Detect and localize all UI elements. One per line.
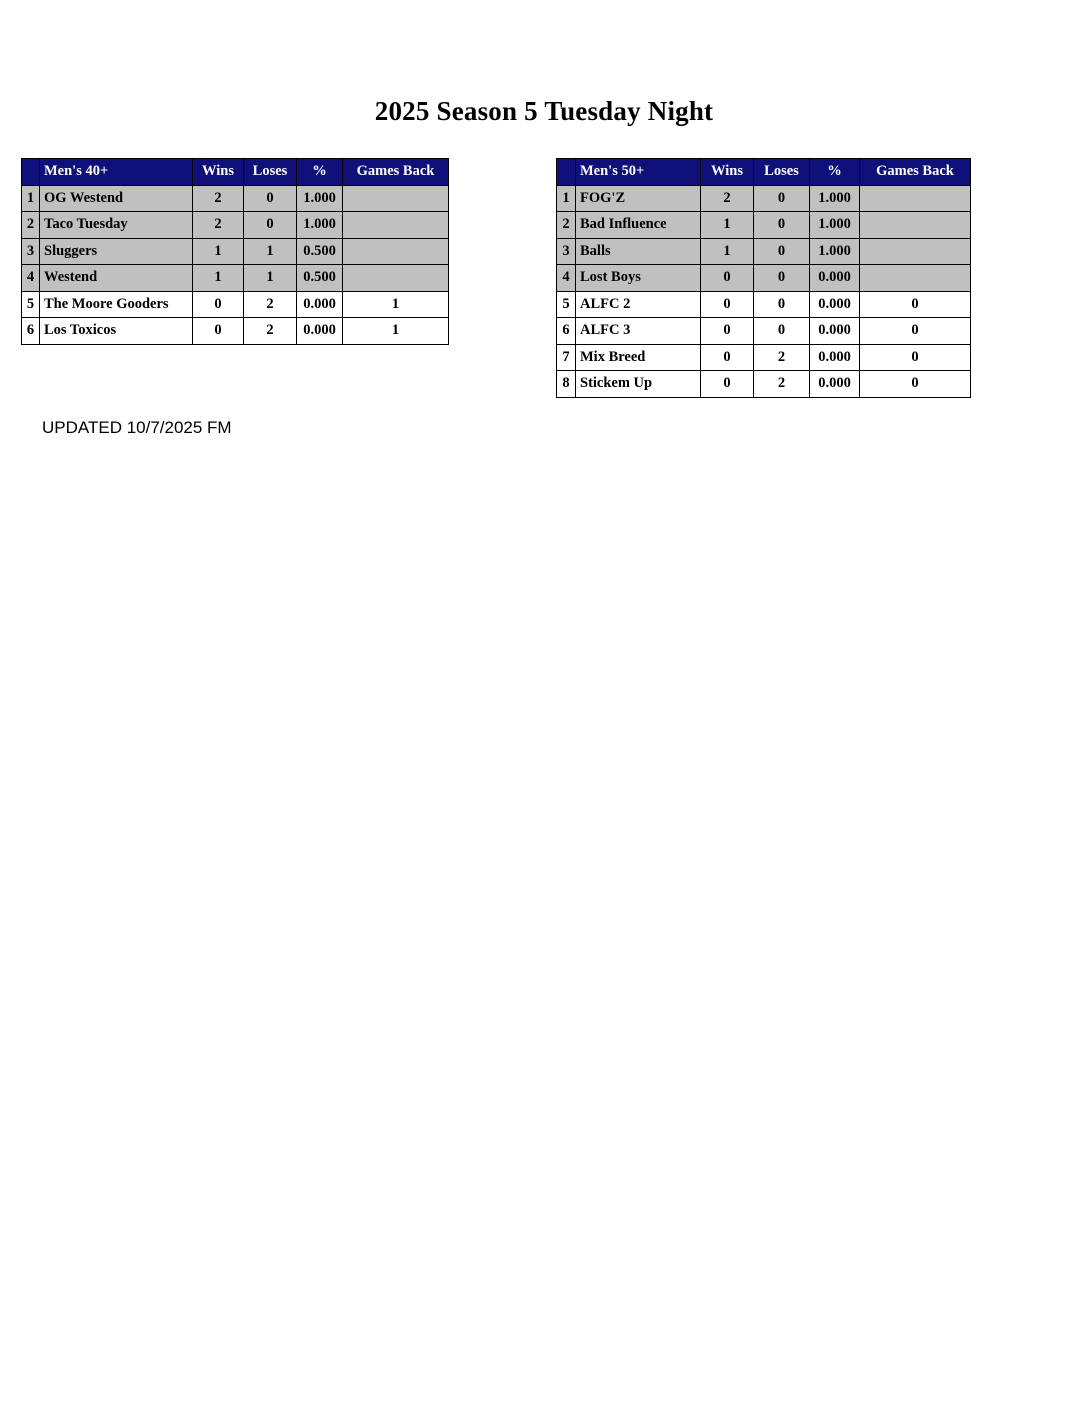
cell-team: ALFC 2 [576,291,701,318]
column-header-wins: Wins [193,159,244,186]
cell-percent: 0.000 [810,265,860,292]
standings-table-mens-40-plus [21,158,449,345]
column-header-rank [557,159,576,186]
cell-wins: 1 [193,265,244,292]
cell-rank: 5 [557,291,576,318]
cell-loses: 2 [244,291,297,318]
table-row [22,238,449,265]
cell-percent: 0.000 [297,291,343,318]
table-row [557,238,971,265]
cell-rank: 4 [557,265,576,292]
cell-loses: 2 [754,344,810,371]
cell-games-back: 0 [860,291,971,318]
cell-percent: 1.000 [297,185,343,212]
cell-loses: 2 [244,318,297,345]
cell-rank: 3 [22,238,40,265]
cell-games-back [343,265,449,292]
cell-wins: 0 [193,291,244,318]
cell-wins: 0 [701,371,754,398]
column-header-division: Men's 50+ [576,159,701,186]
cell-wins: 2 [193,185,244,212]
cell-loses: 2 [754,371,810,398]
cell-loses: 0 [754,185,810,212]
cell-rank: 8 [557,371,576,398]
column-header-percent: % [297,159,343,186]
cell-wins: 1 [193,238,244,265]
cell-rank: 7 [557,344,576,371]
cell-wins: 1 [701,238,754,265]
cell-wins: 2 [193,212,244,239]
cell-rank: 3 [557,238,576,265]
cell-wins: 0 [701,318,754,345]
cell-rank: 6 [557,318,576,345]
column-header-games-back: Games Back [860,159,971,186]
standings-table-mens-50-plus [556,158,971,398]
cell-percent: 0.000 [810,344,860,371]
cell-team: Mix Breed [576,344,701,371]
cell-rank: 5 [22,291,40,318]
column-header-loses: Loses [244,159,297,186]
table-row [557,344,971,371]
updated-note: UPDATED 10/7/2025 FM [42,418,232,437]
cell-team: Westend [40,265,193,292]
cell-games-back [343,185,449,212]
cell-games-back: 0 [860,318,971,345]
cell-team: The Moore Gooders [40,291,193,318]
cell-loses: 1 [244,238,297,265]
table-row [22,291,449,318]
cell-games-back: 1 [343,318,449,345]
cell-rank: 1 [22,185,40,212]
cell-wins: 0 [701,291,754,318]
cell-games-back: 0 [860,371,971,398]
cell-games-back [343,212,449,239]
cell-percent: 1.000 [810,238,860,265]
table-row [557,265,971,292]
cell-loses: 0 [754,238,810,265]
cell-rank: 6 [22,318,40,345]
cell-team: Taco Tuesday [40,212,193,239]
cell-wins: 0 [701,344,754,371]
cell-wins: 1 [701,212,754,239]
cell-wins: 0 [193,318,244,345]
table-row [557,371,971,398]
table-row [22,265,449,292]
cell-percent: 0.000 [810,371,860,398]
cell-team: OG Westend [40,185,193,212]
cell-games-back [860,212,971,239]
table-row [557,318,971,345]
cell-rank: 4 [22,265,40,292]
cell-loses: 0 [754,212,810,239]
cell-loses: 1 [244,265,297,292]
cell-percent: 0.000 [810,318,860,345]
cell-percent: 0.500 [297,238,343,265]
column-header-division: Men's 40+ [40,159,193,186]
cell-games-back [860,238,971,265]
cell-loses: 0 [754,291,810,318]
table-header-row [22,159,449,186]
cell-team: Stickem Up [576,371,701,398]
cell-loses: 0 [754,318,810,345]
cell-rank: 2 [557,212,576,239]
table-row [22,185,449,212]
table-row [557,212,971,239]
cell-games-back: 1 [343,291,449,318]
cell-team: Los Toxicos [40,318,193,345]
cell-games-back: 0 [860,344,971,371]
cell-games-back [343,238,449,265]
table-header-row [557,159,971,186]
cell-team: Lost Boys [576,265,701,292]
column-header-loses: Loses [754,159,810,186]
table-row [22,318,449,345]
cell-percent: 1.000 [297,212,343,239]
column-header-wins: Wins [701,159,754,186]
cell-loses: 0 [244,185,297,212]
cell-games-back [860,185,971,212]
cell-percent: 0.000 [297,318,343,345]
cell-loses: 0 [754,265,810,292]
cell-team: Sluggers [40,238,193,265]
cell-team: Bad Influence [576,212,701,239]
column-header-games-back: Games Back [343,159,449,186]
table-row [557,185,971,212]
cell-team: ALFC 3 [576,318,701,345]
cell-rank: 1 [557,185,576,212]
cell-wins: 0 [701,265,754,292]
cell-percent: 1.000 [810,212,860,239]
cell-percent: 1.000 [810,185,860,212]
cell-percent: 0.500 [297,265,343,292]
table-row [22,212,449,239]
cell-wins: 2 [701,185,754,212]
cell-rank: 2 [22,212,40,239]
cell-loses: 0 [244,212,297,239]
cell-games-back [860,265,971,292]
column-header-percent: % [810,159,860,186]
cell-percent: 0.000 [810,291,860,318]
page-title: 2025 Season 5 Tuesday Night [374,96,714,126]
cell-team: FOG'Z [576,185,701,212]
column-header-rank [22,159,40,186]
cell-team: Balls [576,238,701,265]
table-row [557,291,971,318]
